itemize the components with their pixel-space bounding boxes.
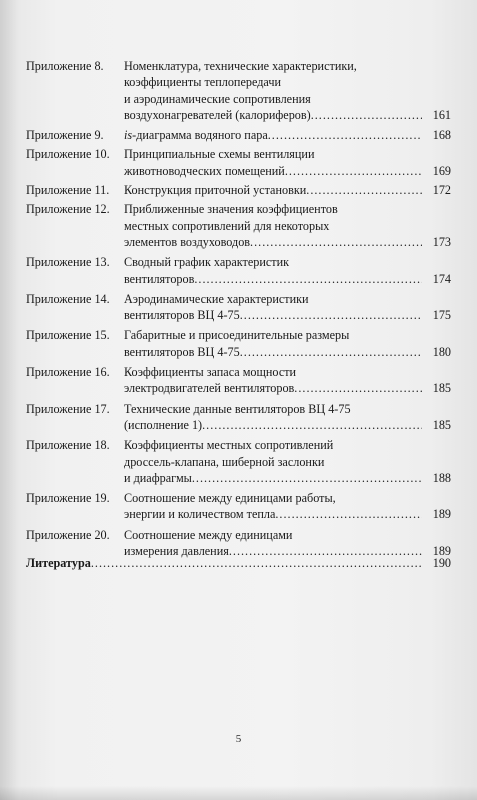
toc-entry-title-line: элементов воздуховодов <box>124 234 251 249</box>
toc-entry-label: Приложение 10. <box>26 147 110 162</box>
toc-entry-title <box>124 254 422 287</box>
toc-entry-title-line: Номенклатура, технические характеристики, <box>124 59 357 73</box>
toc-entry-label: Приложение 8. <box>26 59 104 73</box>
toc-entry-page-number: 189 <box>432 544 451 559</box>
toc-entry-title-line: Технические данные вентиляторов ВЦ 4-75 <box>124 401 351 416</box>
toc-entry-title-line: Конструкция приточной установки <box>124 183 307 198</box>
toc-entry-label: Приложение 15. <box>26 328 110 343</box>
toc-entry-label: Приложение 16. <box>26 365 110 380</box>
toc-entry-label: Приложение 9. <box>26 128 104 143</box>
toc-entry-title <box>124 401 422 434</box>
toc-entry <box>26 182 451 198</box>
toc-entry-title <box>124 291 422 324</box>
toc-entry <box>26 201 451 250</box>
toc-entry <box>26 437 451 486</box>
toc-entry <box>26 327 451 360</box>
toc-leader-dots <box>91 555 422 571</box>
toc-entry-title-line: и диафрагмы <box>124 470 192 485</box>
toc-entry <box>26 291 451 324</box>
toc-leader-dots <box>311 107 422 123</box>
toc-entry-title-line: электродвигателей вентиляторов <box>124 381 295 396</box>
toc-entry-page-number: 168 <box>432 128 451 143</box>
toc-entry-title-line: Коэффициенты местных сопротивлений <box>124 438 334 453</box>
toc-entry-title <box>124 127 422 143</box>
toc-entry-page-number: 161 <box>432 107 451 122</box>
toc-leader-dots <box>275 506 422 522</box>
toc-entry-label: Приложение 13. <box>26 255 110 270</box>
toc-entry-title-line: энергии и количеством тепла <box>124 507 276 522</box>
toc-entry-title-line: Соотношение между единицами работы, <box>124 491 336 506</box>
toc-entry-title-line: Приближенные значения коэффициентов <box>124 202 338 217</box>
toc-entry-title-line: Габаритные и присоединительные размеры <box>124 328 350 343</box>
toc-entry-page-number: 188 <box>432 470 451 485</box>
toc-entry-title <box>124 437 422 486</box>
toc-entry-title-line: вентиляторов ВЦ 4-75 <box>124 308 240 323</box>
toc-entry-page-number: 175 <box>432 308 451 323</box>
toc-entry-title-line: животноводческих помещений <box>124 163 285 178</box>
toc-entry <box>26 364 451 397</box>
toc-entry-page-number: 169 <box>432 163 451 178</box>
toc-entry-label: Приложение 20. <box>26 527 110 542</box>
toc-entry-title-line: дроссель-клапана, шиберной заслонки <box>124 454 325 469</box>
toc-entry-title <box>124 182 422 198</box>
toc-entry-label: Приложение 12. <box>26 202 110 217</box>
toc-entry-title-line: Принципиальные схемы вентиляции <box>124 147 315 162</box>
toc-entry-title-line: коэффициенты теплопередачи <box>124 75 281 90</box>
toc-entry-title <box>124 327 422 360</box>
toc-entry-label: Приложение 14. <box>26 291 110 306</box>
toc-entry-page-number: 172 <box>432 183 451 198</box>
toc-entry-label: Приложение 19. <box>26 491 110 506</box>
toc-entry-title-line: Аэродинамические характеристики <box>124 291 309 306</box>
toc-entry-label: Приложение 18. <box>26 438 110 453</box>
toc-literatura-page: 190 <box>432 556 451 570</box>
toc-leader-dots <box>240 307 422 323</box>
toc-entry-title-line: Соотношение между единицами <box>124 527 293 542</box>
toc-entry <box>26 58 451 123</box>
toc-entry-title-line: местных сопротивлений для некоторых <box>124 218 330 233</box>
toc-entry-title <box>124 58 422 123</box>
toc-entry-page-number: 180 <box>432 344 451 359</box>
toc-entry <box>26 401 451 434</box>
toc-leader-dots <box>268 127 422 143</box>
table-of-contents <box>26 58 451 559</box>
toc-entry <box>26 254 451 287</box>
toc-entry-literatura <box>26 555 451 571</box>
toc-entry-page-number: 185 <box>432 381 451 396</box>
toc-leader-dots <box>294 380 422 396</box>
toc-leader-dots <box>306 182 422 198</box>
toc-entry-title <box>124 490 422 523</box>
toc-leader-dots <box>192 470 422 486</box>
toc-entry-title-line: измерения давления <box>124 544 229 559</box>
toc-leader-dots <box>240 344 422 360</box>
toc-entry-title-line: is-диаграмма водяного пара <box>124 128 268 143</box>
toc-entry-title-line: воздухонагревателей (калориферов) <box>124 107 311 122</box>
toc-entry-label: Приложение 11. <box>26 183 110 198</box>
toc-leader-dots <box>194 271 422 287</box>
toc-leader-dots <box>285 163 422 179</box>
toc-entry-title-line: вентиляторов ВЦ 4-75 <box>124 344 240 359</box>
page-number: 5 <box>235 733 242 745</box>
toc-entry-title-line: вентиляторов <box>124 271 195 286</box>
toc-leader-dots <box>250 234 422 250</box>
toc-entry-page-number: 189 <box>432 507 451 522</box>
toc-entry-label: Приложение 17. <box>26 401 110 416</box>
toc-entry-page-number: 174 <box>432 271 451 286</box>
toc-entry-title-line: и аэродинамические сопротивления <box>124 91 311 106</box>
toc-entry-title-line: Сводный график характеристик <box>124 255 290 270</box>
toc-leader-dots <box>202 417 422 433</box>
toc-literatura-label: Литература <box>26 556 91 570</box>
toc-entry-title-line: Коэффициенты запаса мощности <box>124 365 297 380</box>
toc-entry-page-number: 185 <box>432 417 451 432</box>
toc-entry <box>26 127 451 143</box>
toc-entry <box>26 146 451 179</box>
toc-entry-title <box>124 201 422 250</box>
toc-entry-title <box>124 364 422 397</box>
toc-entry-title <box>124 146 422 179</box>
toc-entry-title-line: (исполнение 1) <box>124 417 203 432</box>
toc-entry-page-number: 173 <box>432 234 451 249</box>
toc-entry <box>26 490 451 523</box>
